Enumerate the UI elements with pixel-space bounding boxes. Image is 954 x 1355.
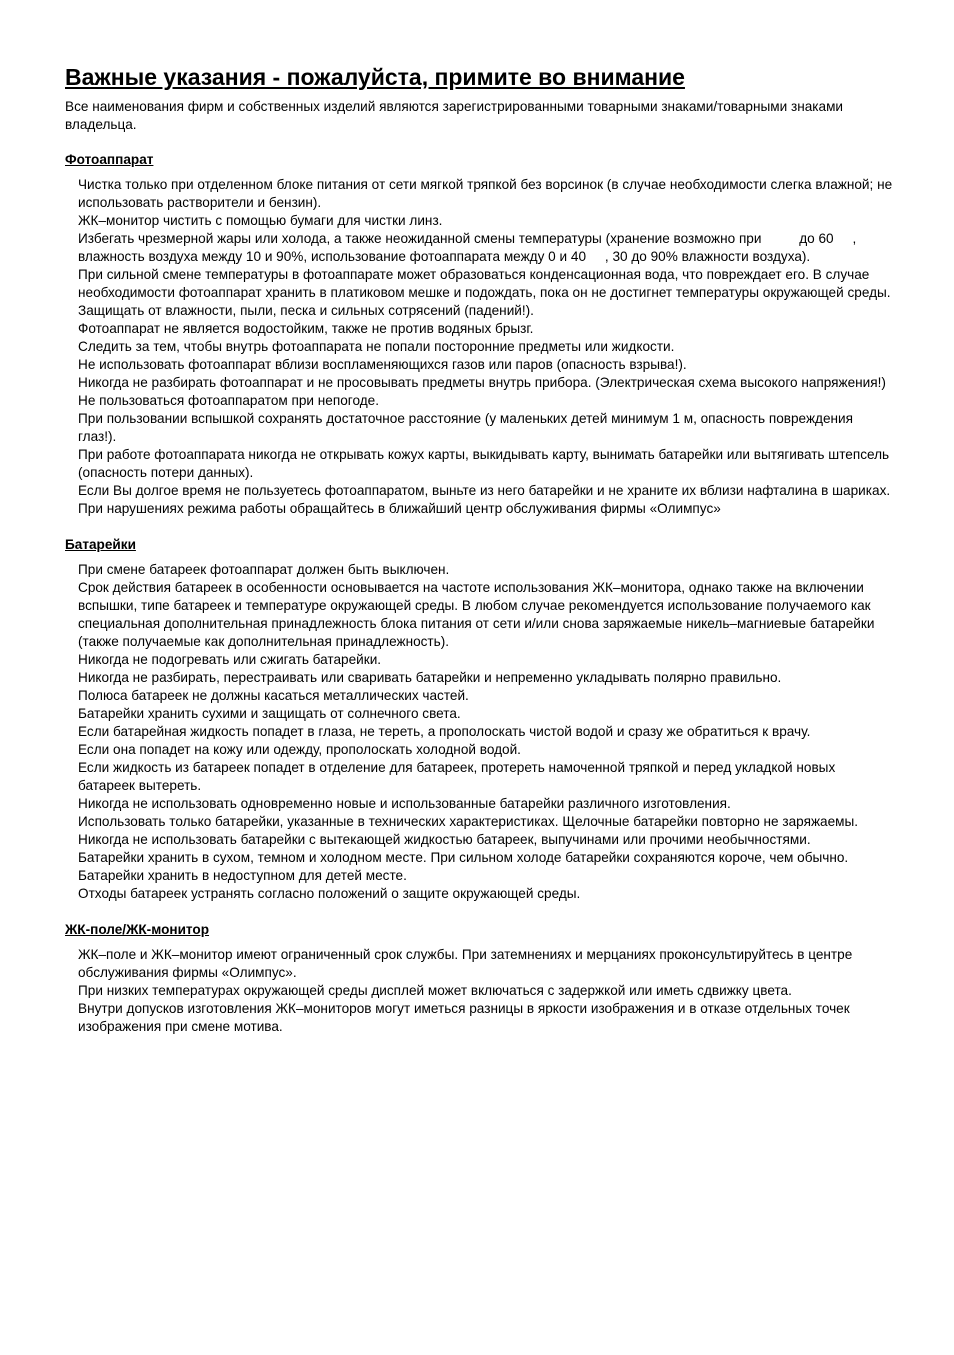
section-lcd bbox=[65, 921, 895, 1036]
list-item: При смене батареек фотоаппарат должен быть выключен. bbox=[78, 562, 450, 577]
list-item: Внутри допусков изготовления ЖК–мониторов могут иметься разницы в яркости изображения и в отказе отдельных точек изображения при смене мотива. bbox=[78, 1001, 850, 1034]
section-body bbox=[65, 946, 895, 1036]
list-item: Если жидкость из батареек попадет в отделение для батареек, протереть намоченной тряпкой и перед укладкой новых батареек вытереть. bbox=[78, 760, 836, 793]
list-item: Защищать от влажности, пыли, песка и сильных сотрясений (падений!). bbox=[78, 303, 534, 318]
list-item: Если батарейная жидкость попадет в глаза, не тереть, а прополоскать чистой водой и сразу же обратиться к врачу. bbox=[78, 724, 811, 739]
section-body bbox=[65, 561, 895, 903]
list-item: При пользовании вспышкой сохранять достаточное расстояние (у маленьких детей минимум 1 м, опасность повреждения глаз!). bbox=[78, 411, 854, 444]
list-item: ЖК–монитор чистить с помощью бумаги для чистки линз. bbox=[78, 213, 443, 228]
section-heading: Батарейки bbox=[65, 537, 136, 552]
list-item: Срок действия батареек в особенности основывается на частоте использования ЖК–монитора, однако также на включении вспышки, типе батареек и температуре окружающей среды. В любом случае рекомендуется использование получаемого как специальная дополнительная принадлежность блока питания от сети и/или снова заряжаемые никель–магниевые батарейки (также получаемые как дополнительная принадлежность). bbox=[78, 580, 875, 649]
list-item: Не пользоваться фотоаппаратом при непогоде. bbox=[78, 393, 379, 408]
section-batteries bbox=[65, 536, 895, 903]
list-item: При низких температурах окружающей среды дисплей может включаться с задержкой или иметь сдвижку цвета. bbox=[78, 983, 792, 998]
list-item: Если Вы долгое время не пользуетесь фотоаппаратом, выньте из него батарейки и не храните их вблизи нафталина в шариках. bbox=[78, 483, 891, 498]
list-item: При сильной смене температуры в фотоаппарате может образоваться конденсационная вода, что повреждает его. В случае необходимости фотоаппарат хранить в платиковом мешке и подождать, пока он не достигнет температуры окружающей среды. bbox=[78, 267, 891, 300]
list-item: Полюса батареек не должны касаться металлических частей. bbox=[78, 688, 469, 703]
list-item: Никогда не подогревать или сжигать батарейки. bbox=[78, 652, 382, 667]
list-item: Следить за тем, чтобы внутрь фотоаппарата не попали посторонние предметы или жидкости. bbox=[78, 339, 675, 354]
list-item: Никогда не разбирать, перестраивать или сваривать батарейки и непременно укладывать полярно правильно. bbox=[78, 670, 782, 685]
list-item: Чистка только при отделенном блоке питания от сети мягкой тряпкой без ворсинок (в случае необходимости слегка влажной; не использовать растворители и бензин). bbox=[78, 177, 893, 210]
list-item: Не использовать фотоаппарат вблизи воспламеняющихся газов или паров (опасность взрыва!). bbox=[78, 357, 687, 372]
list-item: Батарейки хранить в сухом, темном и холодном месте. При сильном холоде батарейки сохраняются короче, чем обычно. bbox=[78, 850, 849, 865]
list-item: Никогда не использовать одновременно новые и использованные батарейки различного изготовления. bbox=[78, 796, 731, 811]
section-heading: ЖК-поле/ЖК-монитор bbox=[65, 922, 210, 937]
document-page bbox=[65, 62, 895, 1054]
list-item: Использовать только батарейки, указанные в технических характеристиках. Щелочные батарейки повторно не заряжаемы. bbox=[78, 814, 859, 829]
list-item: Если она попадет на кожу или одежду, прополоскать холодной водой. bbox=[78, 742, 521, 757]
list-item: При работе фотоаппарата никогда не открывать кожух карты, выкидывать карту, вынимать батарейки или вытягивать штепсель (опасность потери данных). bbox=[78, 447, 890, 480]
list-item: Батарейки хранить в недоступном для детей месте. bbox=[78, 868, 407, 883]
list-item: Фотоаппарат не является водостойким, также не против водяных брызг. bbox=[78, 321, 534, 336]
list-item: Батарейки хранить сухими и защищать от солнечного света. bbox=[78, 706, 461, 721]
page-title: Важные указания - пожалуйста, примите во внимание bbox=[65, 64, 685, 90]
list-item: При нарушениях режима работы обращайтесь в ближайший центр обслуживания фирмы «Олимпус» bbox=[78, 501, 721, 516]
list-item: Никогда не разбирать фотоаппарат и не просовывать предметы внутрь прибора. (Электрическая схема высокого напряжения!) bbox=[78, 375, 886, 390]
section-heading: Фотоаппарат bbox=[65, 152, 154, 167]
list-item: Отходы батареек устранять согласно положений о защите окружающей среды. bbox=[78, 886, 581, 901]
list-item: Избегать чрезмерной жары или холода, а также неожиданной смены температуры (хранение возможно при до 60 , влажность воздуха между 10 и 90%, использование фотоаппарата между 0 и 40 , 30 до 90% влажности воздуха). bbox=[78, 231, 861, 264]
intro-paragraph: Все наименования фирм и собственных изделий являются зарегистрированными товарными знаками/товарными знаками владельца. bbox=[65, 99, 844, 132]
section-body bbox=[65, 176, 895, 518]
section-camera bbox=[65, 151, 895, 518]
list-item: ЖК–поле и ЖК–монитор имеют ограниченный срок службы. При затемнениях и мерцаниях проконсультируйтесь в центре обслуживания фирмы «Олимпус». bbox=[78, 947, 853, 980]
list-item: Никогда не использовать батарейки с вытекающей жидкостью батареек, выпучинами или прочими необычностями. bbox=[78, 832, 811, 847]
